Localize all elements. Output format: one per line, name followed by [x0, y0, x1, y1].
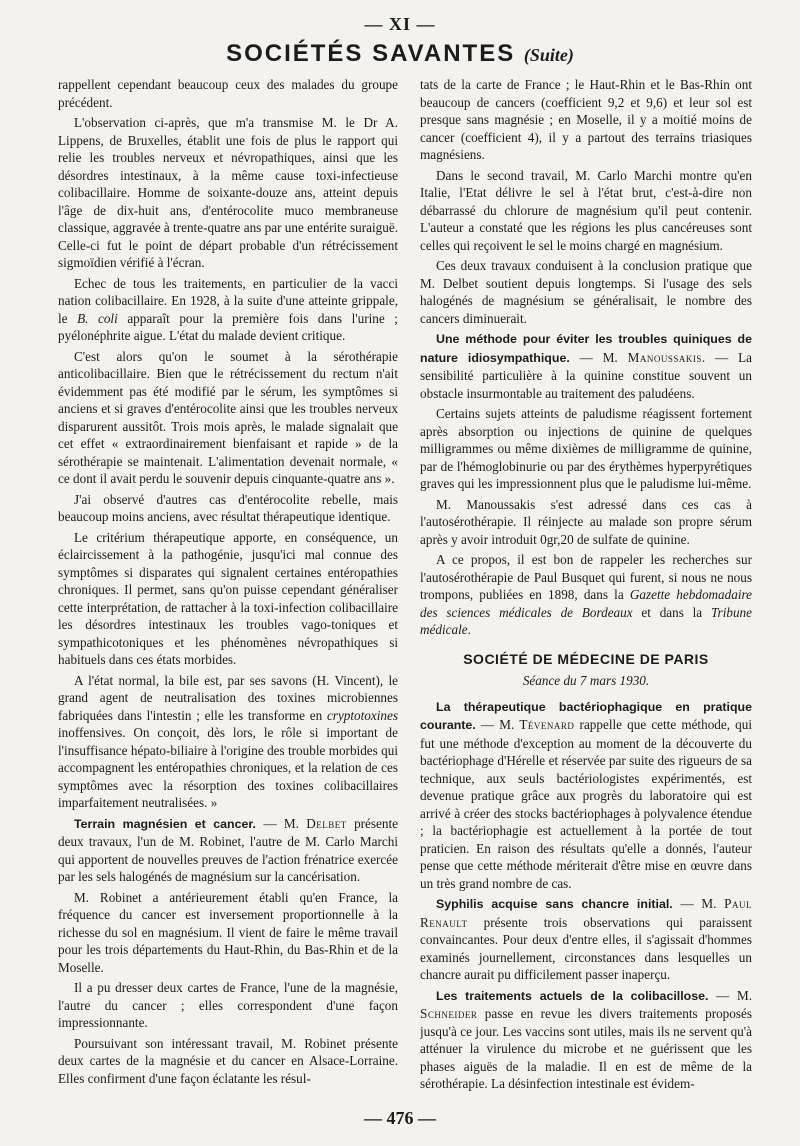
text-run: — M.: [255, 815, 307, 831]
paragraph: [420, 987, 752, 1093]
paragraph: [58, 815, 398, 886]
paragraph-lead: La thérapeutique bactériophagique en pratique courante.: [420, 699, 752, 732]
text-run: A ce propos, il est bon de rappeler les recherches sur l'autosérothérapie de Paul Busquet qui furent, si nous ne nous trompons, publiées en 1898, dans la: [420, 552, 752, 602]
society-title: SOCIÉTÉ DE MÉDECINE DE PARIS: [463, 650, 709, 667]
header-title: SOCIÉTÉS SAVANTES: [226, 40, 516, 67]
section-header: [0, 40, 800, 68]
paragraph-lead: Syphilis acquise sans chancre initial.: [436, 897, 673, 911]
italic-run: Gazette hebdomadaire des sciences médicales de Bordeaux: [420, 587, 752, 620]
author-name: Tévenard: [519, 717, 575, 732]
page-number: — 476 —: [364, 1108, 436, 1128]
text-run: inoffensives. On conçoit, dès lors, le rôle si important de l'insuffisance hépato-biliaire à l'origine des trouble morbides qui accompagnent les entéropathies chroniques, et la relation de ces symptômes avec la résorption des toxines colibacillaires imparfaitement neutralisées. »: [58, 725, 398, 810]
author-name: Manoussakis: [627, 349, 702, 365]
paragraph: C'est alors qu'on le soumet à la sérothérapie anticolibacillaire. Bien que le rétrécissement du rectum n'ait évidemment pas été modifié par le sérum, les symptômes si anciens et si graves d'entérocolite ainsi que les troubles nerveux disparurent aussitôt. Trois mois après, le malade signalait que cet effet « extraordinairement bienfaisant et rapide » de la sérothérapie se maintenait. L'alimentation devenait normale, « ce dont il avait perdu le souvenir depuis cinquante-quatre ans ».: [58, 348, 398, 486]
author-name: Schneider: [420, 1006, 478, 1021]
paragraph: rappellent cependant beaucoup ceux des malades du groupe précédent.: [58, 77, 398, 110]
paragraph: Certains sujets atteints de paludisme réagissent fortement après absorption ou injections de quinine de quelques milligrammes ou même dixièmes de milligramme de quinine, par de l'hémoglobinurie ou par des érythèmes hyperpyrétiques graves qui les impressionnent plus que le paludisme lui-même.: [420, 406, 752, 491]
paragraph: Le critérium thérapeutique apporte, en conséquence, un éclaircissement à la pathogénie, jusqu'ici mal connue des symptômes si disparates qui signalent certaines entéropathies chroniques. Il permet, sans qu'on puisse cependant généraliser cette interprétation, de rattacher à la toxi-infection colibacillaire les désordres intestinaux les troubles vago-toniques et sympathicotoniques et les phénomènes névropathiques si habituels dans ces états morbides.: [58, 529, 398, 667]
paragraph: M. Robinet a antérieurement établi qu'en France, la fréquence du cancer est inversement proportionnelle à la richesse du sol en magnésium. Il vient de faire le même travail pour les trois départements du Haut-Rhin, du Bas-Rhin et de la Moselle.: [58, 889, 398, 975]
text-run: rappelle que cette méthode, qui fut une méthode d'exception au moment de la découverte du bactériophage d'Hérelle et réservée par suite des rigueurs de sa technique, aux seuls bactériologistes expérimentés, est devenue pratique grâce aux progrès du laboratoire qui est arrivé à créer des stocks bactériophages à polyvalence étendue ; la bactériophagie est actuellement à la portée de tout praticien. En raison des résultats qu'elle a donnés, l'auteur pense que cette méthode mériterait d'être mise en œuvre dans un très grand nombre de cas.: [420, 717, 752, 891]
text-run: apparaît pour la première fois dans l'urine ; pyélonéphrite aigue. L'état du malade devient critique.: [58, 310, 398, 343]
paragraph: J'ai observé d'autres cas d'entérocolite rebelle, mais beaucoup moins anciens, avec résultat thérapeutique identique.: [58, 491, 398, 524]
paragraph-lead: Les traitements actuels de la colibacillose.: [436, 988, 709, 1003]
paragraph: [420, 698, 752, 893]
paragraph-lead: Terrain magnésien et cancer.: [74, 816, 256, 831]
text-run: passe en revue les divers traitements proposés jusqu'à ce jour. Les vaccins sont utiles, mais ils ne servent qu'à atténuer la virulence du microbe et ne guérissent que les phases aiguës de la maladie. Il en est de même de la sérothérapie. La désinfection intestinale est évidem-: [420, 1006, 752, 1091]
paragraph: [420, 551, 752, 639]
text-run: présente trois observations qui paraissent convaincantes. Pour deux d'entre elles, il s'agissait d'hommes examinés journellement, circonstances dans lesquelles un chancre aurait pu difficilement passer inaperçu.: [420, 914, 752, 982]
paragraph: tats de la carte de France ; le Haut-Rhin et le Bas-Rhin ont beaucoup de cancers (coefficient 9,2 et 9,6) et leur sol est presque sans magnésie ; en Moselle, il y a moitié moins de cancer (coefficient 4), il y a partout des terrains triasiques magnésiens.: [420, 77, 752, 162]
text-run: .: [467, 622, 471, 637]
author-name: Paul Renault: [420, 896, 752, 930]
paragraph: [420, 895, 752, 984]
right-column: [420, 76, 752, 1096]
left-column: [58, 76, 398, 1096]
paragraph: Poursuivant son intéressant travail, M. Robinet présente deux cartes de la magnésie et du cancer en Alsace-Lorraine. Elles confirment d'une façon éclatante les résul-: [58, 1035, 398, 1086]
paragraph: M. Manoussakis s'est adressé dans ces cas à l'autosérothérapie. Il réinjecte au malade son propre sérum après y avoir introduit 0gr,20 de sulfate de quinine.: [420, 496, 752, 547]
header-suite: (Suite): [523, 45, 574, 65]
paragraph: [58, 672, 398, 812]
text-run: — M.: [475, 717, 520, 732]
text-run: — M.: [708, 987, 752, 1003]
italic-run: B. coli: [77, 310, 118, 326]
text-run: et dans la: [632, 604, 711, 620]
paragraph: Il a pu dresser deux cartes de France, l'une de la magnésie, l'autre du cancer ; elles correspondent d'une façon impressionnante.: [58, 980, 398, 1030]
paragraph: Dans le second travail, M. Carlo Marchi montre qu'en Italie, l'Etat délivre le sel à l'état brut, c'est-à-dire non débarrassé du chlorure de magnésium qu'il peut contenir. L'auteur a constaté que les régions les plus cancéreuses sont celles qui reçoivent le sel le moins chargé en magnésium.: [420, 167, 752, 253]
text-run: A l'état normal, la bile est, par ses savons (H. Vincent), le grand agent de neutralisation des toxines microbiennes fabriquées dans l'intestin ; elle les transforme en: [58, 672, 398, 723]
session-date: Séance du 7 mars 1930.: [522, 673, 650, 688]
author-name: Delbet: [306, 815, 347, 831]
paragraph: [58, 275, 398, 345]
paragraph: L'observation ci-après, que m'a transmise M. le Dr A. Lippens, de Bruxelles, établit une fois de plus le rapport qui relie les troubles nerveux et névropathiques, ainsi que les désordres intestinaux, à la même cause toxi-infectieuse colibacillaire. Homme de soixante-douze ans, atteint depuis l'âge de dix-huit ans, d'entérocolite muco membraneuse classique, aggravée à trente-quatre ans par une entérite suraiguë. Celle-ci fut le point de départ probable d'un rétrécissement sigmoïdien vérifié à l'écran.: [58, 115, 398, 270]
text-run: . — La sensibilité particulière à la quinine constitue souvent un obstacle insurmontable au traitement des paludéens.: [420, 349, 752, 401]
text-run: présente deux travaux, l'un de M. Robinet, l'autre de M. Carlo Marchi qui apportent de nouvelles preuves de l'action frénatrice exercée par les sels halogénés de magnésium sur la cancérisation.: [58, 815, 398, 884]
paragraph: [420, 330, 752, 402]
text-run: Echec de tous les traitements, en particulier de la vacci nation colibacillaire. En 1928, à la suite d'une atteinte grippale, le: [58, 275, 398, 326]
italic-run: cryptotoxines: [326, 707, 398, 723]
italic-run: Tribune médicale: [420, 604, 752, 637]
text-run: — M.: [672, 896, 725, 911]
paragraph: Ces deux travaux conduisent à la conclusion pratique que M. Delbet soutient depuis longtemps. Si l'usage des sels halogénés de magnésium se généralisait, le nombre des cancers diminuerait.: [420, 258, 752, 326]
paragraph-lead: Une méthode pour éviter les troubles quiniques de nature idiosympathique.: [420, 332, 752, 365]
text-run: — M.: [569, 349, 628, 365]
roman-folio: — XI —: [364, 14, 436, 34]
